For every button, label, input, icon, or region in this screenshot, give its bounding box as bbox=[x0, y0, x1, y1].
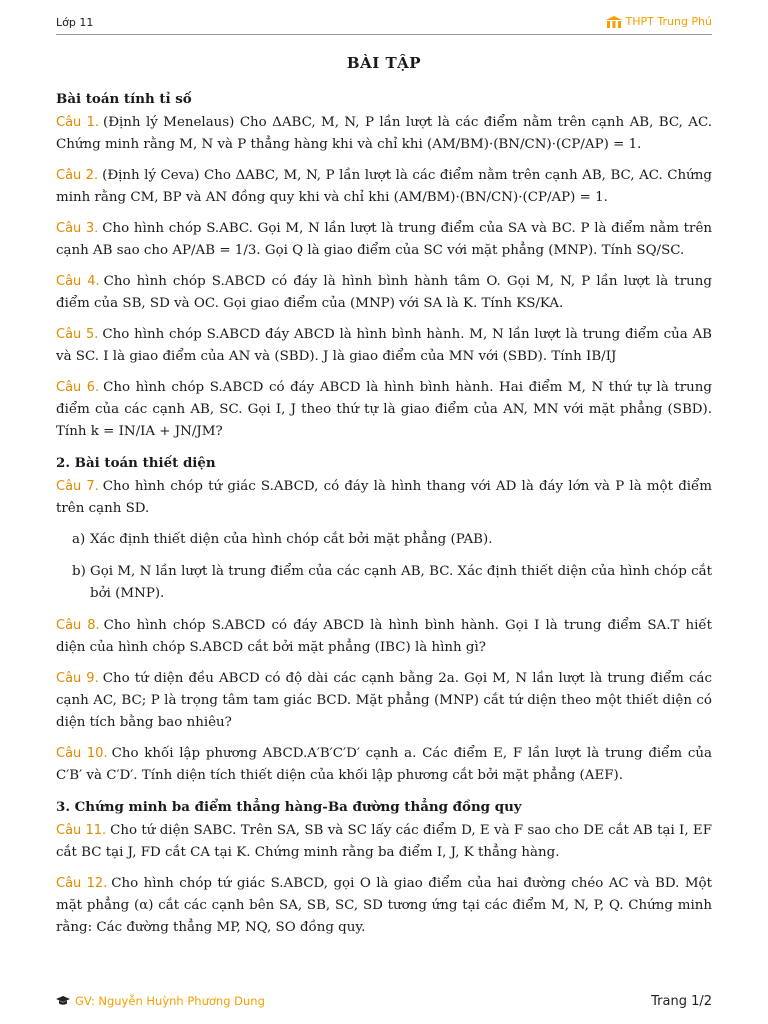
subpart-tag: a) bbox=[72, 532, 86, 547]
question-label: Câu 1. bbox=[56, 115, 99, 130]
question-label: Câu 6. bbox=[56, 380, 100, 395]
question-item bbox=[56, 476, 712, 520]
page-footer bbox=[56, 992, 712, 1014]
question-item bbox=[56, 377, 712, 443]
question-item bbox=[56, 820, 712, 864]
subpart-tag: b) bbox=[72, 564, 86, 579]
question-label: Câu 3. bbox=[56, 221, 99, 236]
question-label: Câu 9. bbox=[56, 671, 99, 686]
question-label: Câu 8. bbox=[56, 618, 100, 633]
question-label: Câu 4. bbox=[56, 274, 100, 289]
section-heading: Bài toán tính tỉ số bbox=[56, 91, 192, 107]
section-heading: 3. Chứng minh ba điểm thẳng hàng-Ba đường thẳng đồng quy bbox=[56, 799, 522, 815]
sections-container bbox=[56, 88, 712, 939]
question-text: Cho hình chóp S.ABCD đáy ABCD là hình bình hành. M, N lần lượt là trung điểm của AB và SC. I là giao điểm của AN và (SBD). J là giao điểm của MN với (SBD). Tính IB/IJ bbox=[56, 327, 712, 364]
school-building-icon bbox=[606, 16, 622, 28]
question-label: Câu 2. bbox=[56, 168, 99, 183]
question-text: Cho tứ diện SABC. Trên SA, SB và SC lấy các điểm D, E và F sao cho DE cắt AB tại I, EF cắt BC tại J, FD cắt CA tại K. Chứng minh rằng ba điểm I, J, K thẳng hàng. bbox=[56, 823, 712, 860]
question-text: Cho hình chóp S.ABCD có đáy là hình bình hành tâm O. Gọi M, N, P lần lượt là trung điểm của SB, SD và OC. Gọi giao điểm của (MNP) với SA là K. Tính KS/KA. bbox=[56, 274, 712, 311]
question-text: Cho tứ diện đều ABCD có độ dài các cạnh bằng 2a. Gọi M, N lần lượt là trung điểm các cạnh AC, BC; P là trọng tâm tam giác BCD. Mặt phẳng (MNP) cắt tứ diện theo một thiết diện có diện tích bằng bao nhiêu? bbox=[56, 671, 712, 730]
subpart-text: Xác định thiết diện của hình chóp cắt bởi mặt phẳng (PAB). bbox=[90, 532, 493, 547]
question-text: (Định lý Menelaus) Cho ΔABC, M, N, P lần lượt là các điểm nằm trên cạnh AB, BC, AC. Chứng minh rằng M, N và P thẳng hàng khi và chỉ khi (AM/BM)·(BN/CN)·(CP/AP) = 1. bbox=[56, 115, 712, 152]
question-item bbox=[56, 615, 712, 659]
teacher-group bbox=[56, 994, 265, 1008]
question-label: Câu 5. bbox=[56, 327, 99, 342]
subpart-text: Gọi M, N lần lượt là trung điểm của các cạnh AB, BC. Xác định thiết diện của hình chóp cắt bởi (MNP). bbox=[90, 564, 712, 601]
school-name: THPT Trung Phú bbox=[625, 15, 712, 28]
question-item bbox=[56, 218, 712, 262]
question-label: Câu 10. bbox=[56, 746, 108, 761]
question-text: Cho khối lập phương ABCD.A′B′C′D′ cạnh a. Các điểm E, F lần lượt là trung điểm của C′B′ và C′D′. Tính diện tích thiết diện của khối lập phương cắt bởi mặt phẳng (AEF). bbox=[56, 746, 712, 783]
header-divider bbox=[56, 34, 712, 35]
page-number: Trang 1/2 bbox=[651, 994, 712, 1009]
graduation-cap-icon bbox=[56, 996, 70, 1006]
teacher-name: GV: Nguyễn Huỳnh Phương Dung bbox=[75, 994, 265, 1008]
question-text: (Định lý Ceva) Cho ΔABC, M, N, P lần lượt là các điểm nằm trên cạnh AB, BC, AC. Chứng minh rằng CM, BP và AN đồng quy khi và chỉ khi (AM/BM)·(BN/CN)·(CP/AP) = 1. bbox=[56, 168, 712, 205]
question-label: Câu 7. bbox=[56, 479, 99, 494]
grade-label: Lớp 11 bbox=[56, 16, 94, 29]
question-text: Cho hình chóp S.ABCD có đáy ABCD là hình bình hành. Gọi I là trung điểm SA.T hiết diện của hình chóp S.ABCD cắt bởi mặt phẳng (IBC) là hình gì? bbox=[56, 618, 712, 655]
question-subpart bbox=[72, 529, 712, 551]
question-item bbox=[56, 668, 712, 734]
question-text: Cho hình chóp tứ giác S.ABCD, gọi O là giao điểm của hai đường chéo AC và BD. Một mặt phẳng (α) cắt các cạnh bên SA, SB, SC, SD tương ứng tại các điểm M, N, P, Q. Chứng minh rằng: Các đường thẳng MP, NQ, SO đồng quy. bbox=[56, 876, 712, 935]
question-subpart bbox=[72, 561, 712, 605]
question-item bbox=[56, 873, 712, 939]
page-header bbox=[56, 12, 712, 34]
question-text: Cho hình chóp tứ giác S.ABCD, có đáy là hình thang với AD là đáy lớn và P là một điểm trên cạnh SD. bbox=[56, 479, 712, 516]
page-title: BÀI TẬP bbox=[346, 54, 422, 72]
question-text: Cho hình chóp S.ABCD có đáy ABCD là hình bình hành. Hai điểm M, N thứ tự là trung điểm của các cạnh AB, SC. Gọi I, J theo thứ tự là giao điểm của AN, MN với mặt phẳng (SBD). Tính k = IN/IA + JN/JM? bbox=[56, 380, 712, 439]
question-label: Câu 12. bbox=[56, 876, 108, 891]
question-item bbox=[56, 743, 712, 787]
question-item bbox=[56, 112, 712, 156]
question-item bbox=[56, 165, 712, 209]
document-body bbox=[56, 50, 712, 948]
question-text: Cho hình chóp S.ABC. Gọi M, N lần lượt là trung điểm của SA và BC. P là điểm nằm trên cạnh AB sao cho AP/AB = 1/3. Gọi Q là giao điểm của SC với mặt phẳng (MNP). Tính SQ/SC. bbox=[56, 221, 712, 258]
question-label: Câu 11. bbox=[56, 823, 107, 838]
question-item bbox=[56, 324, 712, 368]
school-label-group bbox=[606, 15, 712, 28]
question-item bbox=[56, 271, 712, 315]
section-heading: 2. Bài toán thiết diện bbox=[56, 455, 216, 471]
